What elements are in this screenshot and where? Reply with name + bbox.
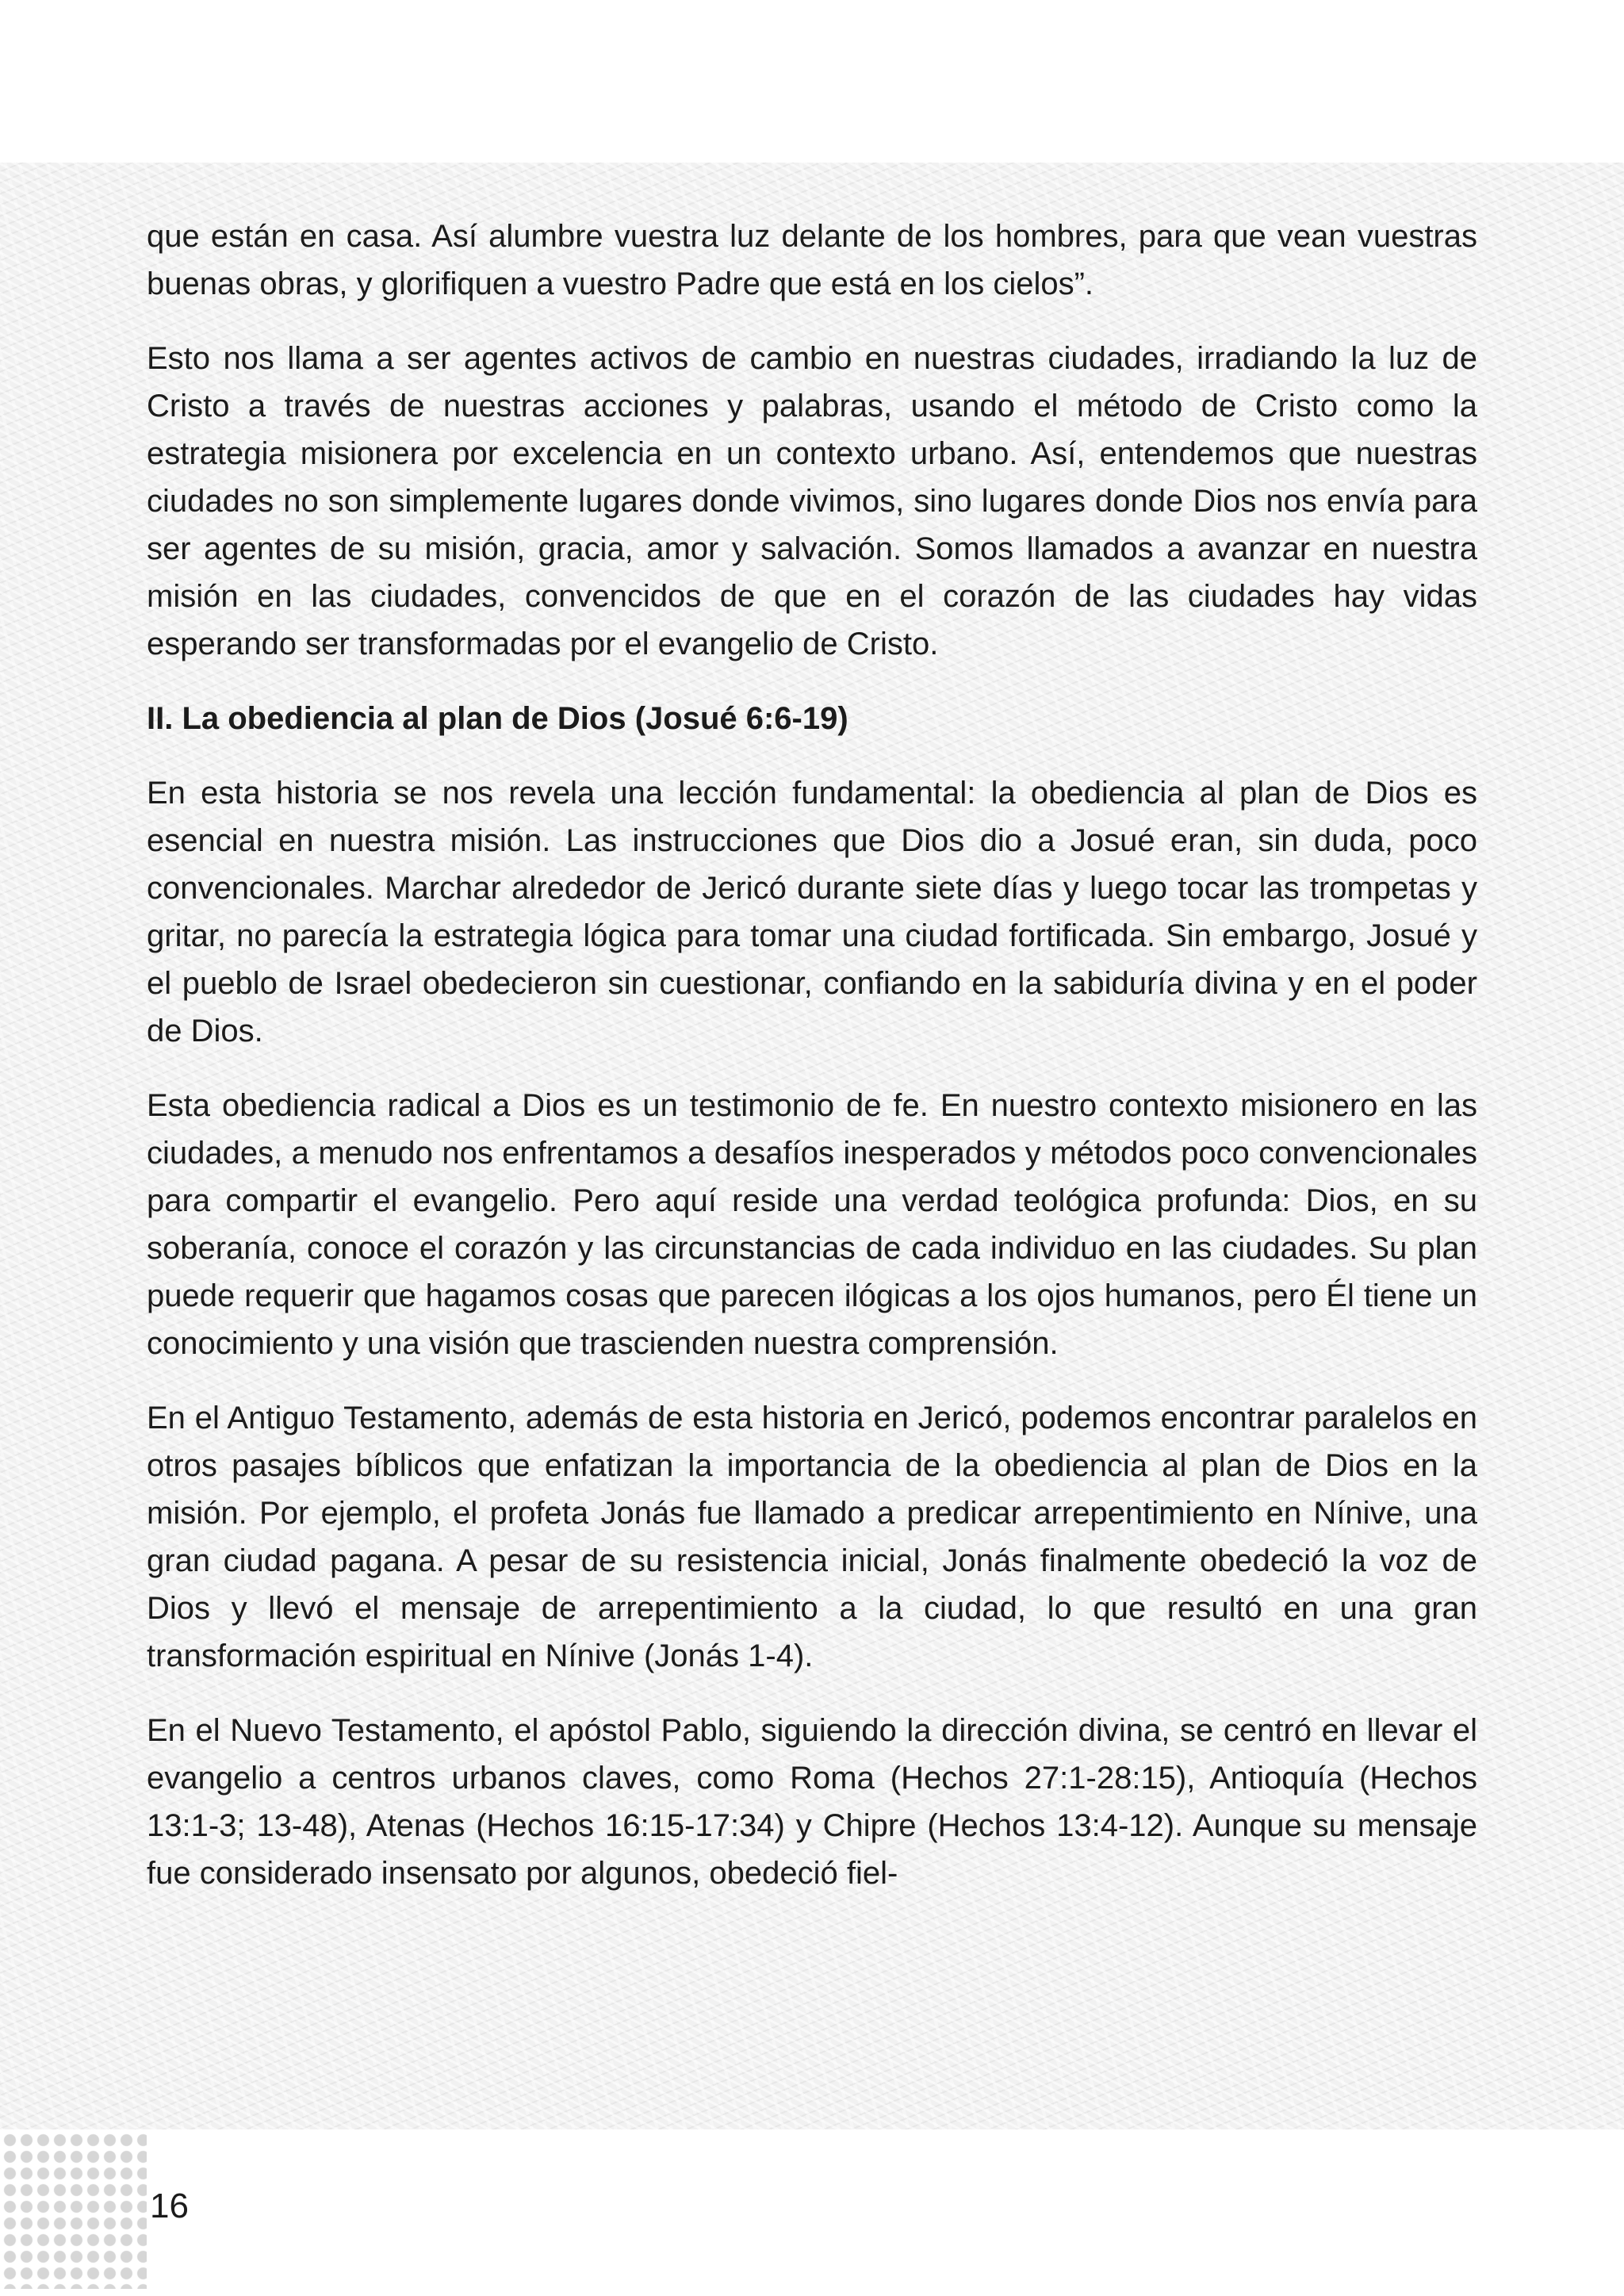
page-body <box>147 213 1477 1924</box>
paragraph-3: En esta historia se nos revela una lección fundamental: la obediencia al plan de Dios es esencial en nuestra misión. Las instrucciones que Dios dio a Josué eran, sin duda, poco convencionales. Marchar alrededor de Jericó durante siete días y luego tocar las trompetas y gritar, no parecía la estrategia lógica para tomar una ciudad fortificada. Sin embargo, Josué y el pueblo de Israel obedecieron sin cuestionar, confiando en la sabiduría divina y en el poder de Dios. <box>147 776 1477 1048</box>
page-number: 16 <box>150 2187 189 2225</box>
paragraph-2: Esto nos llama a ser agentes activos de cambio en nuestras ciudades, irradiando la luz de Cristo a través de nuestras acciones y palabras, usando el método de Cristo como la estrategia misionera por excelencia en un contexto urbano. Así, entendemos que nuestras ciudades no son simplemente lugares donde vivimos, sino lugares donde Dios nos envía para ser agentes de su misión, gracia, amor y salvación. Somos llamados a avanzar en nuestra misión en las ciudades, convencidos de que en el corazón de las ciudades hay vidas esperando ser transformadas por el evangelio de Cristo. <box>147 341 1477 661</box>
section-heading: II. La obediencia al plan de Dios (Josué 6:6-19) <box>147 701 848 736</box>
dot-pattern-decoration <box>0 2130 147 2289</box>
paragraph-4: Esta obediencia radical a Dios es un testimonio de fe. En nuestro contexto misionero en las ciudades, a menudo nos enfrentamos a desafíos inesperados y métodos poco convencionales para compartir el evangelio. Pero aquí reside una verdad teológica profunda: Dios, en su soberanía, conoce el corazón y las circunstancias de cada individuo en las ciudades. Su plan puede requerir que hagamos cosas que parecen ilógicas a los ojos humanos, pero Él tiene un conocimiento y una visión que trascienden nuestra comprensión. <box>147 1088 1477 1361</box>
paragraph-6: En el Nuevo Testamento, el apóstol Pablo, siguiendo la dirección divina, se centró en llevar el evangelio a centros urbanos claves, como Roma (Hechos 27:1-28:15), Antioquía (Hechos 13:1-3; 13-48), Atenas (Hechos 16:15-17:34) y Chipre (Hechos 13:4-12). Aunque su mensaje fue considerado insensato por algunos, obedeció fiel- <box>147 1713 1477 1891</box>
paragraph-5: En el Antiguo Testamento, además de esta historia en Jericó, podemos encontrar paralelos en otros pasajes bíblicos que enfatizan la importancia de la obediencia al plan de Dios en la misión. Por ejemplo, el profeta Jonás fue llamado a predicar arrepentimiento en Nínive, una gran ciudad pagana. A pesar de su resistencia inicial, Jonás finalmente obedeció la voz de Dios y llevó el mensaje de arrepentimiento a la ciudad, lo que resultó en una gran transformación espiritual en Nínive (Jonás 1-4). <box>147 1401 1477 1673</box>
paragraph-1: que están en casa. Así alumbre vuestra luz delante de los hombres, para que vean vuestras buenas obras, y glorifiquen a vuestro Padre que está en los cielos”. <box>147 219 1477 301</box>
